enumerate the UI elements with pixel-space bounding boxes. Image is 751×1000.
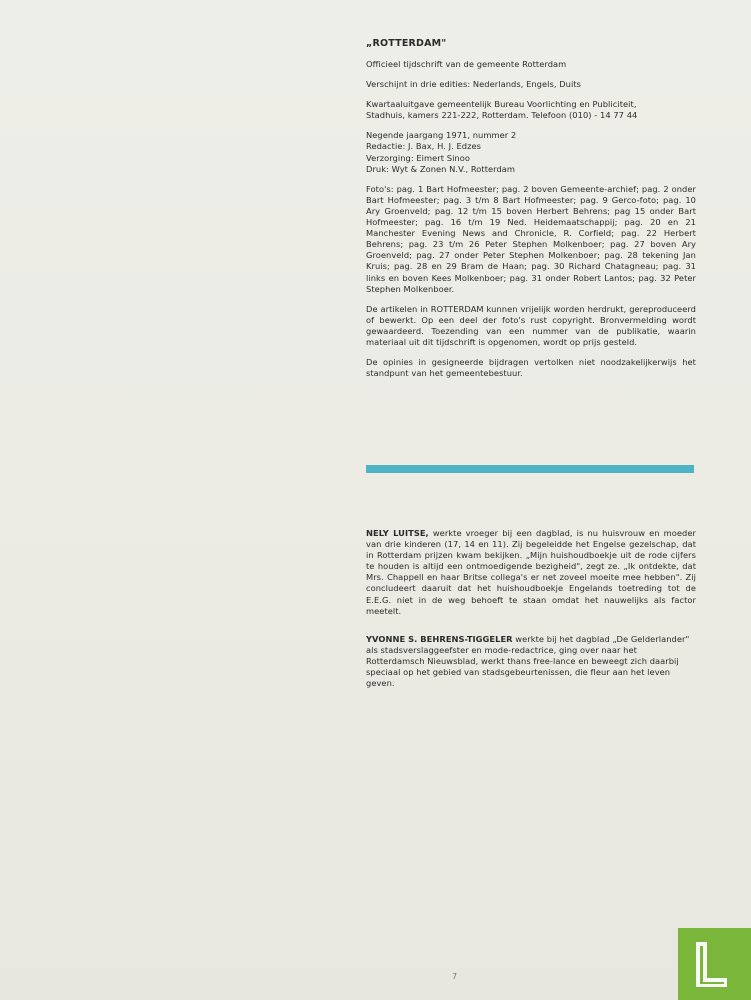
contributor-text: werkte bij het dagblad „De Gelderlander" als stadsverslaggeefster en mode-redactrice, ging over naar het Rotterdamsch Nieuwsblad, werkt thans free-lance en beweegt zich daarbij speciaal op het gebied van stadsgebeurtenissen, die fleur aan het leven geven.	[366, 633, 690, 689]
disclaimer: De opinies in gesigneerde bijdragen vertolken niet noodzakelijkerwijs het standpunt van het gemeentebestuur.	[366, 357, 696, 379]
contributor-name: NELY LUITSE,	[366, 528, 429, 538]
contributor-name: YVONNE S. BEHRENS-TIGGELER	[366, 633, 513, 644]
photo-credits: Foto's: pag. 1 Bart Hofmeester; pag. 2 boven Gemeente-archief; pag. 2 onder Bart Hofmeester; pag. 3 t/m 8 Bart Hofmeester; pag. 9 Gerco-foto; pag. 10 Ary Groenveld; pag. 12 t/m 15 boven Herbert Behrens; pag 15 onder Bart Hofmeester; pag. 16 t/m 19 Ned. Heidemaatschappij; pag. 20 en 21 Manchester Evening News and Chronicle, R. Corfield; pag. 22 Herbert Behrens; pag. 23 t/m 26 Peter Stephen Molkenboer; pag. 27 boven Ary Groenveld; pag. 27 onder Peter Stephen Molkenboer; pag. 28 tekening Jan Kruis; pag. 28 en 29 Bram de Haan; pag. 30 Richard Chatagneau; pag. 31 links en boven Kees Molkenboer; pag. 31 onder Robert Lantos; pag. 32 Peter Stephen Molkenboer.	[366, 183, 696, 294]
printer-line: Druk: Wyt & Zonen N.V., Rotterdam	[366, 163, 516, 174]
magazine-title: „ROTTERDAM"	[366, 38, 447, 49]
volume-line: Negende jaargang 1971, nummer 2	[366, 130, 517, 141]
copyright-notice: De artikelen in ROTTERDAM kunnen vrijelijk worden herdrukt, gereproduceerd of bewerkt. Op een deel der foto's rust copyright. Bronvermelding wordt gewaardeerd. Toezending van een nummer van de publikatie, waarin materiaal uit dit tijdschrift is opgenomen, wordt op prijs gesteld.	[366, 303, 696, 347]
subtitle: Officieel tijdschrift van de gemeente Rotterdam	[366, 59, 567, 69]
masthead	[366, 59, 696, 379]
design-line: Verzorging: Eimert Sinoo	[366, 152, 470, 163]
publisher-line-2: Stadhuis, kamers 221-222, Rotterdam. Telefoon (010) - 14 77 44	[366, 110, 638, 121]
lastdodo-l-logo-icon	[678, 928, 751, 1000]
publisher-line-1: Kwartaaluitgave gemeentelijk Bureau Voorlichting en Publiciteit,	[366, 99, 637, 110]
page-number: 7	[452, 972, 458, 981]
contributor-text: werkte vroeger bij een dagblad, is nu huisvrouw en moeder van drie kinderen (17, 14 en 11). Zij begeleidde het Engelse gezelschap, dat in Rotterdam prijzen kwam bekijken. „Mijn huishoudboekje uit de rode cijfers te houden is altijd een ontmoedigende bezigheid", zegt ze. „Ik ontdekte, dat Mrs. Chappell en haar Britse collega's er net zoveel moeite mee hebben". Zij concludeert daaruit dat het huishoudboekje Engelands toetreding tot de E.E.G. niet in de weg behoeft te staan omdat het nauwelijks als factor meetelt.	[366, 528, 696, 616]
contributor-bio	[366, 634, 696, 689]
contributors	[366, 528, 696, 689]
accent-rule	[366, 465, 694, 473]
editions-line: Verschijnt in drie edities: Nederlands, Engels, Duits	[366, 79, 582, 90]
contributor-bio	[366, 528, 696, 617]
editors-line: Redactie: J. Bax, H. J. Edzes	[366, 141, 482, 152]
